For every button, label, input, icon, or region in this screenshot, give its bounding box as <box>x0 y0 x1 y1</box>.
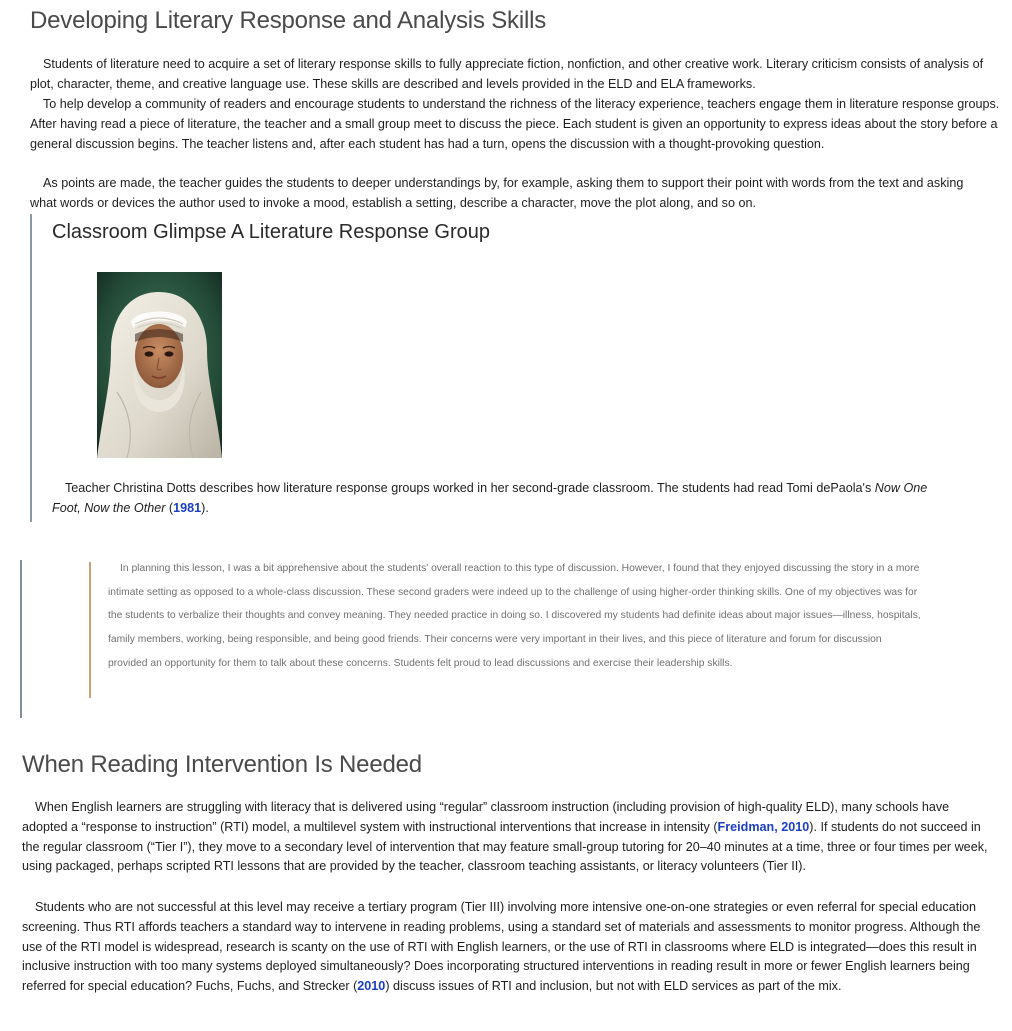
citation-link-1981[interactable]: 1981 <box>173 501 202 515</box>
section-heading-literary-response: Developing Literary Response and Analysis Skills <box>30 7 547 34</box>
classroom-glimpse-title: Classroom Glimpse A Literature Response Group <box>52 221 490 243</box>
paragraph <box>30 95 1000 154</box>
caption-close-paren: ). <box>201 501 209 515</box>
paragraph-text: ). If students do not succeed in the regular classroom (“Tier I”), they move to a secondary level of intervention that may feature small-group tutoring for 20–40 minutes at a time, three or four times per week, using packaged, perhaps scripted RTI lessons that are provided by the teacher, classroom teaching assistants, or literacy volunteers (Tier II). <box>22 819 988 874</box>
paragraph <box>22 798 997 877</box>
quote-accent-border <box>89 562 91 698</box>
book-title: Now One Foot, Now the Other <box>52 481 928 515</box>
citation-link-2010[interactable]: 2010 <box>357 979 386 994</box>
citation-link-freidman-2010[interactable]: Freidman, 2010 <box>717 819 810 834</box>
section-heading-reading-intervention: When Reading Intervention Is Needed <box>22 751 422 778</box>
teacher-quote-text: In planning this lesson, I was a bit apprehensive about the students' overall reaction to this type of discussion. However, I found that they enjoyed discussing the story in a more intimate setting as opposed to a whole-class discussion. These second graders were indeed up to the challenge of using higher-order thinking skills. One of my objectives was for the students to verbalize their thoughts and convey meaning. They needed practice in doing so. I discovered my students had definite ideas about major issues—illness, hospitals, family members, working, being responsible, and being good friends. Their concerns were very important in their lives, and this piece of literature and forum for discussion provided an opportunity for them to talk about these concerns. Students felt proud to lead discussions and exercise their leadership skills. <box>108 563 921 669</box>
caption-open-paren: ( <box>165 501 174 515</box>
caption-text: Teacher Christina Dotts describes how literature response groups worked in her second-grade classroom. The students had read Tomi dePaola's <box>65 481 875 495</box>
paragraph-text: Students who are not successful at this level may receive a tertiary program (Tier III) involving more intensive one-on-one strategies or even referral for special education screening. Thus RTI affords teachers a standard way to intervene in reading problems, using a standard set of materials and assessments to monitor progress. Although the use of the RTI model is widespread, research is scanty on the use of RTI with English learners, or the use of RTI in classrooms where ELD is integrated—does this result in inclusive instruction with too many systems deployed simultaneously? Does incorporating structured interventions in reading result in more or fewer English learners being referred for special education? Fuchs, Fuchs, and Strecker ( <box>22 900 981 994</box>
classroom-glimpse-border <box>30 214 32 522</box>
paragraph-text: As points are made, the teacher guides the students to deeper understandings by, for example, asking them to support their point with words from the text and asking what words or devices the author used to invoke a mood, establish a setting, describe a character, move the plot along, and so on. <box>30 176 964 210</box>
paragraph <box>30 174 990 214</box>
quote-outer-border <box>20 560 22 718</box>
paragraph-text: ) discuss issues of RTI and inclusion, but not with ELD services as part of the mix. <box>385 979 842 994</box>
paragraph-text: When English learners are struggling with literacy that is delivered using “regular” classroom instruction (including provision of high-quality ELD), many schools have adopted a “response to instruction” (RTI) model, a multilevel system with instructional interventions that increase in intensity ( <box>22 800 950 834</box>
teacher-quote <box>108 557 923 676</box>
paragraph-text: To help develop a community of readers and encourage students to understand the richness of the literacy experience, teachers engage them in literature response groups. After having read a piece of literature, the teacher and a small group meet to discuss the piece. Each student is given an opportunity to express ideas about the story before a general discussion begins. The teacher listens and, after each student has had a turn, opens the discussion with a thought-provoking question. <box>30 97 1000 151</box>
classroom-glimpse-caption <box>52 478 952 518</box>
paragraph <box>22 898 997 997</box>
student-portrait-photo <box>97 272 222 458</box>
paragraph <box>30 55 990 95</box>
paragraph-text: Students of literature need to acquire a set of literary response skills to fully appreciate fiction, nonfiction, and other creative work. Literary criticism consists of analysis of plot, character, theme, and creative language use. These skills are described and levels provided in the ELD and ELA frameworks. <box>30 57 984 91</box>
